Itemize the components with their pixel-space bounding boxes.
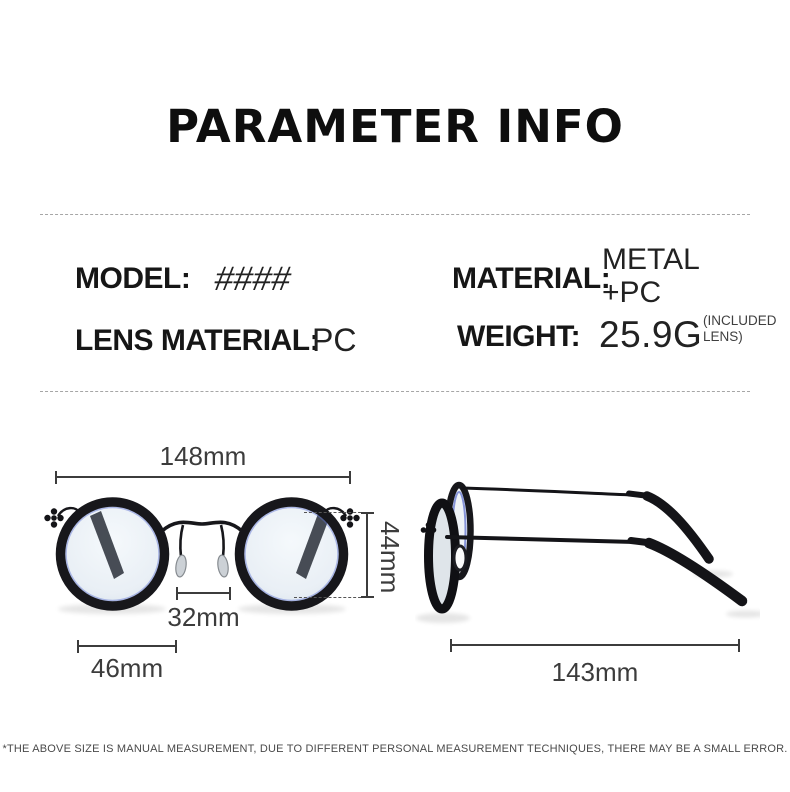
measurement-disclaimer: *THE ABOVE SIZE IS MANUAL MEASUREMENT, DUE TO DIFFERENT PERSONAL MEASUREMENT TECHNIQUES, THERE MAY BE A SMALL ERROR. — [2, 743, 788, 755]
bridge-width-label: 32mm — [167, 602, 240, 632]
lens-width-measure-line — [77, 645, 177, 647]
model-label: MODEL: — [75, 262, 191, 295]
weight-note-line1: (INCLUDED — [703, 313, 777, 328]
material-value-line1: METAL — [602, 243, 700, 276]
material-value — [602, 243, 700, 309]
material-value-line2: +PC — [602, 276, 662, 309]
nose-pad-left — [175, 554, 188, 577]
frame-width-measure-line — [55, 476, 351, 478]
weight-note — [703, 313, 777, 345]
temple-length-measure-line — [450, 644, 740, 646]
side-view-temples — [447, 488, 742, 601]
dashed-divider-bottom — [40, 391, 750, 392]
model-value: #### — [211, 260, 295, 298]
hinge-detail — [454, 546, 466, 570]
material-label: MATERIAL: — [452, 262, 611, 295]
lens-material-label: LENS MATERIAL: — [75, 324, 320, 357]
lens-height-dash-bottom — [294, 597, 366, 598]
lens-height-dash-top — [304, 512, 366, 513]
page-title: PARAMETER INFO — [166, 100, 624, 154]
weight-value: 25.9G — [599, 314, 703, 355]
front-view-lenses — [62, 503, 343, 605]
dashed-divider-top — [40, 214, 750, 215]
weight-label: WEIGHT: — [457, 320, 581, 353]
weight-note-line2: LENS) — [703, 329, 743, 344]
frame-width-label: 148mm — [159, 441, 247, 471]
bridge-width-measure-line — [176, 592, 231, 594]
lens-material-value: PC — [312, 322, 357, 358]
lens-height-label: 44mm — [375, 521, 405, 594]
side-view-rims — [421, 485, 471, 609]
nose-pad-right — [217, 554, 230, 577]
front-view-bridge — [162, 522, 242, 577]
glasses-side-view-illustration — [415, 465, 760, 635]
temple-length-label: 143mm — [551, 657, 639, 687]
lens-height-measure-line — [366, 512, 368, 598]
lens-width-label: 46mm — [90, 653, 164, 683]
